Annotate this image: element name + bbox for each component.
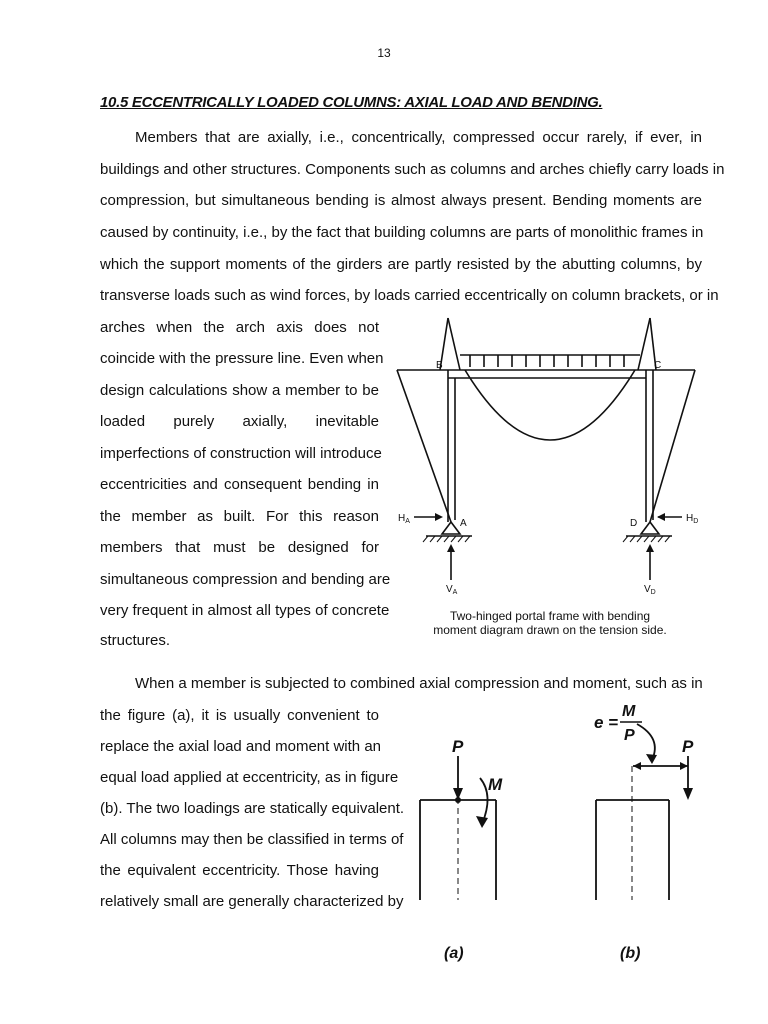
paragraph-line: coincide with the pressure line. Even when: [100, 350, 384, 367]
paragraph-line: caused by continuity, i.e., by the fact that building columns are parts of monolithic frames in: [100, 224, 704, 241]
label-hd: $H_D$: [686, 513, 699, 525]
moment-diagram-left: [397, 370, 451, 522]
eq-p: P: [624, 727, 635, 744]
paragraph-line: eccentricities and consequent bending in: [100, 476, 379, 493]
label-a: A: [460, 518, 467, 529]
paragraph-line: replace the axial load and moment with an: [100, 738, 382, 755]
label-ha: $H_A$: [398, 513, 410, 525]
eccentric-load-figure: [410, 700, 720, 970]
moment-diagram-top-left: [448, 318, 460, 370]
distributed-load-arrows: [470, 355, 624, 367]
label-b-caption: (b): [620, 945, 641, 962]
paragraph-line: equal load applied at eccentricity, as in figure: [100, 769, 399, 786]
paragraph-line: members that must be designed for: [100, 539, 379, 556]
figure-caption: Two-hinged portal frame with bending: [449, 609, 651, 623]
label-p-b: P: [682, 737, 694, 756]
paragraph-line: (b). The two loadings are statically equivalent.: [100, 800, 405, 817]
paragraph-line: the member as built. For this reason: [100, 508, 379, 525]
paragraph-line: simultaneous compression and bending are: [100, 571, 391, 588]
label-b: B: [436, 360, 443, 371]
label-c: C: [654, 360, 662, 371]
paragraph-line: relatively small are generally characterized by: [100, 893, 404, 910]
paragraph-line: imperfections of construction will introduce: [100, 445, 382, 462]
label-vd: $V_D$: [644, 584, 656, 596]
moment-diagram-right: [650, 370, 695, 522]
paragraph-line: Members that are axially, i.e., concentrically, compressed occur rarely, if ever, in: [135, 129, 702, 146]
page-number: 13: [377, 46, 391, 60]
paragraph-line: When a member is subjected to combined axial compression and moment, such as in: [135, 675, 703, 692]
moment-diagram-parabola: [465, 370, 635, 440]
paragraph-line: All columns may then be classified in terms of: [100, 831, 404, 848]
paragraph-line: the figure (a), it is usually convenient to: [100, 707, 379, 724]
figure-caption: moment diagram drawn on the tension side.: [433, 623, 667, 637]
section-heading: 10.5 ECCENTRICALLY LOADED COLUMNS: AXIAL LOAD AND BENDING.: [100, 94, 603, 111]
label-a-caption: (a): [444, 945, 464, 962]
paragraph-line: structures.: [100, 632, 171, 649]
eq-m: M: [622, 703, 636, 720]
paragraph-line: very frequent in almost all types of concrete: [100, 602, 390, 619]
paragraph-line: arches when the arch axis does not: [100, 319, 379, 336]
hinge-support-a: [442, 522, 460, 534]
paragraph-line: transverse loads such as wind forces, by loads carried eccentrically on column brackets, or in: [100, 287, 719, 304]
paragraph-line: which the support moments of the girders are partly resisted by the abutting columns, by: [100, 256, 702, 273]
paragraph-line: the equivalent eccentricity. Those having: [100, 862, 379, 879]
label-m-a: M: [488, 775, 503, 794]
paragraph-line: design calculations show a member to be: [100, 382, 379, 399]
hinge-support-d: [641, 522, 659, 534]
label-p-a: P: [452, 737, 464, 756]
paragraph-line: buildings and other structures. Components such as columns and arches chiefly carry loads in: [100, 161, 725, 178]
label-d: D: [630, 518, 638, 529]
eq-e: e =: [594, 713, 619, 732]
label-va: $V_A$: [446, 584, 458, 596]
portal-frame-figure: [390, 310, 710, 640]
paragraph-line: loaded purely axially, inevitable: [100, 413, 379, 430]
paragraph-line: compression, but simultaneous bending is almost always present. Bending moments are: [100, 192, 702, 209]
